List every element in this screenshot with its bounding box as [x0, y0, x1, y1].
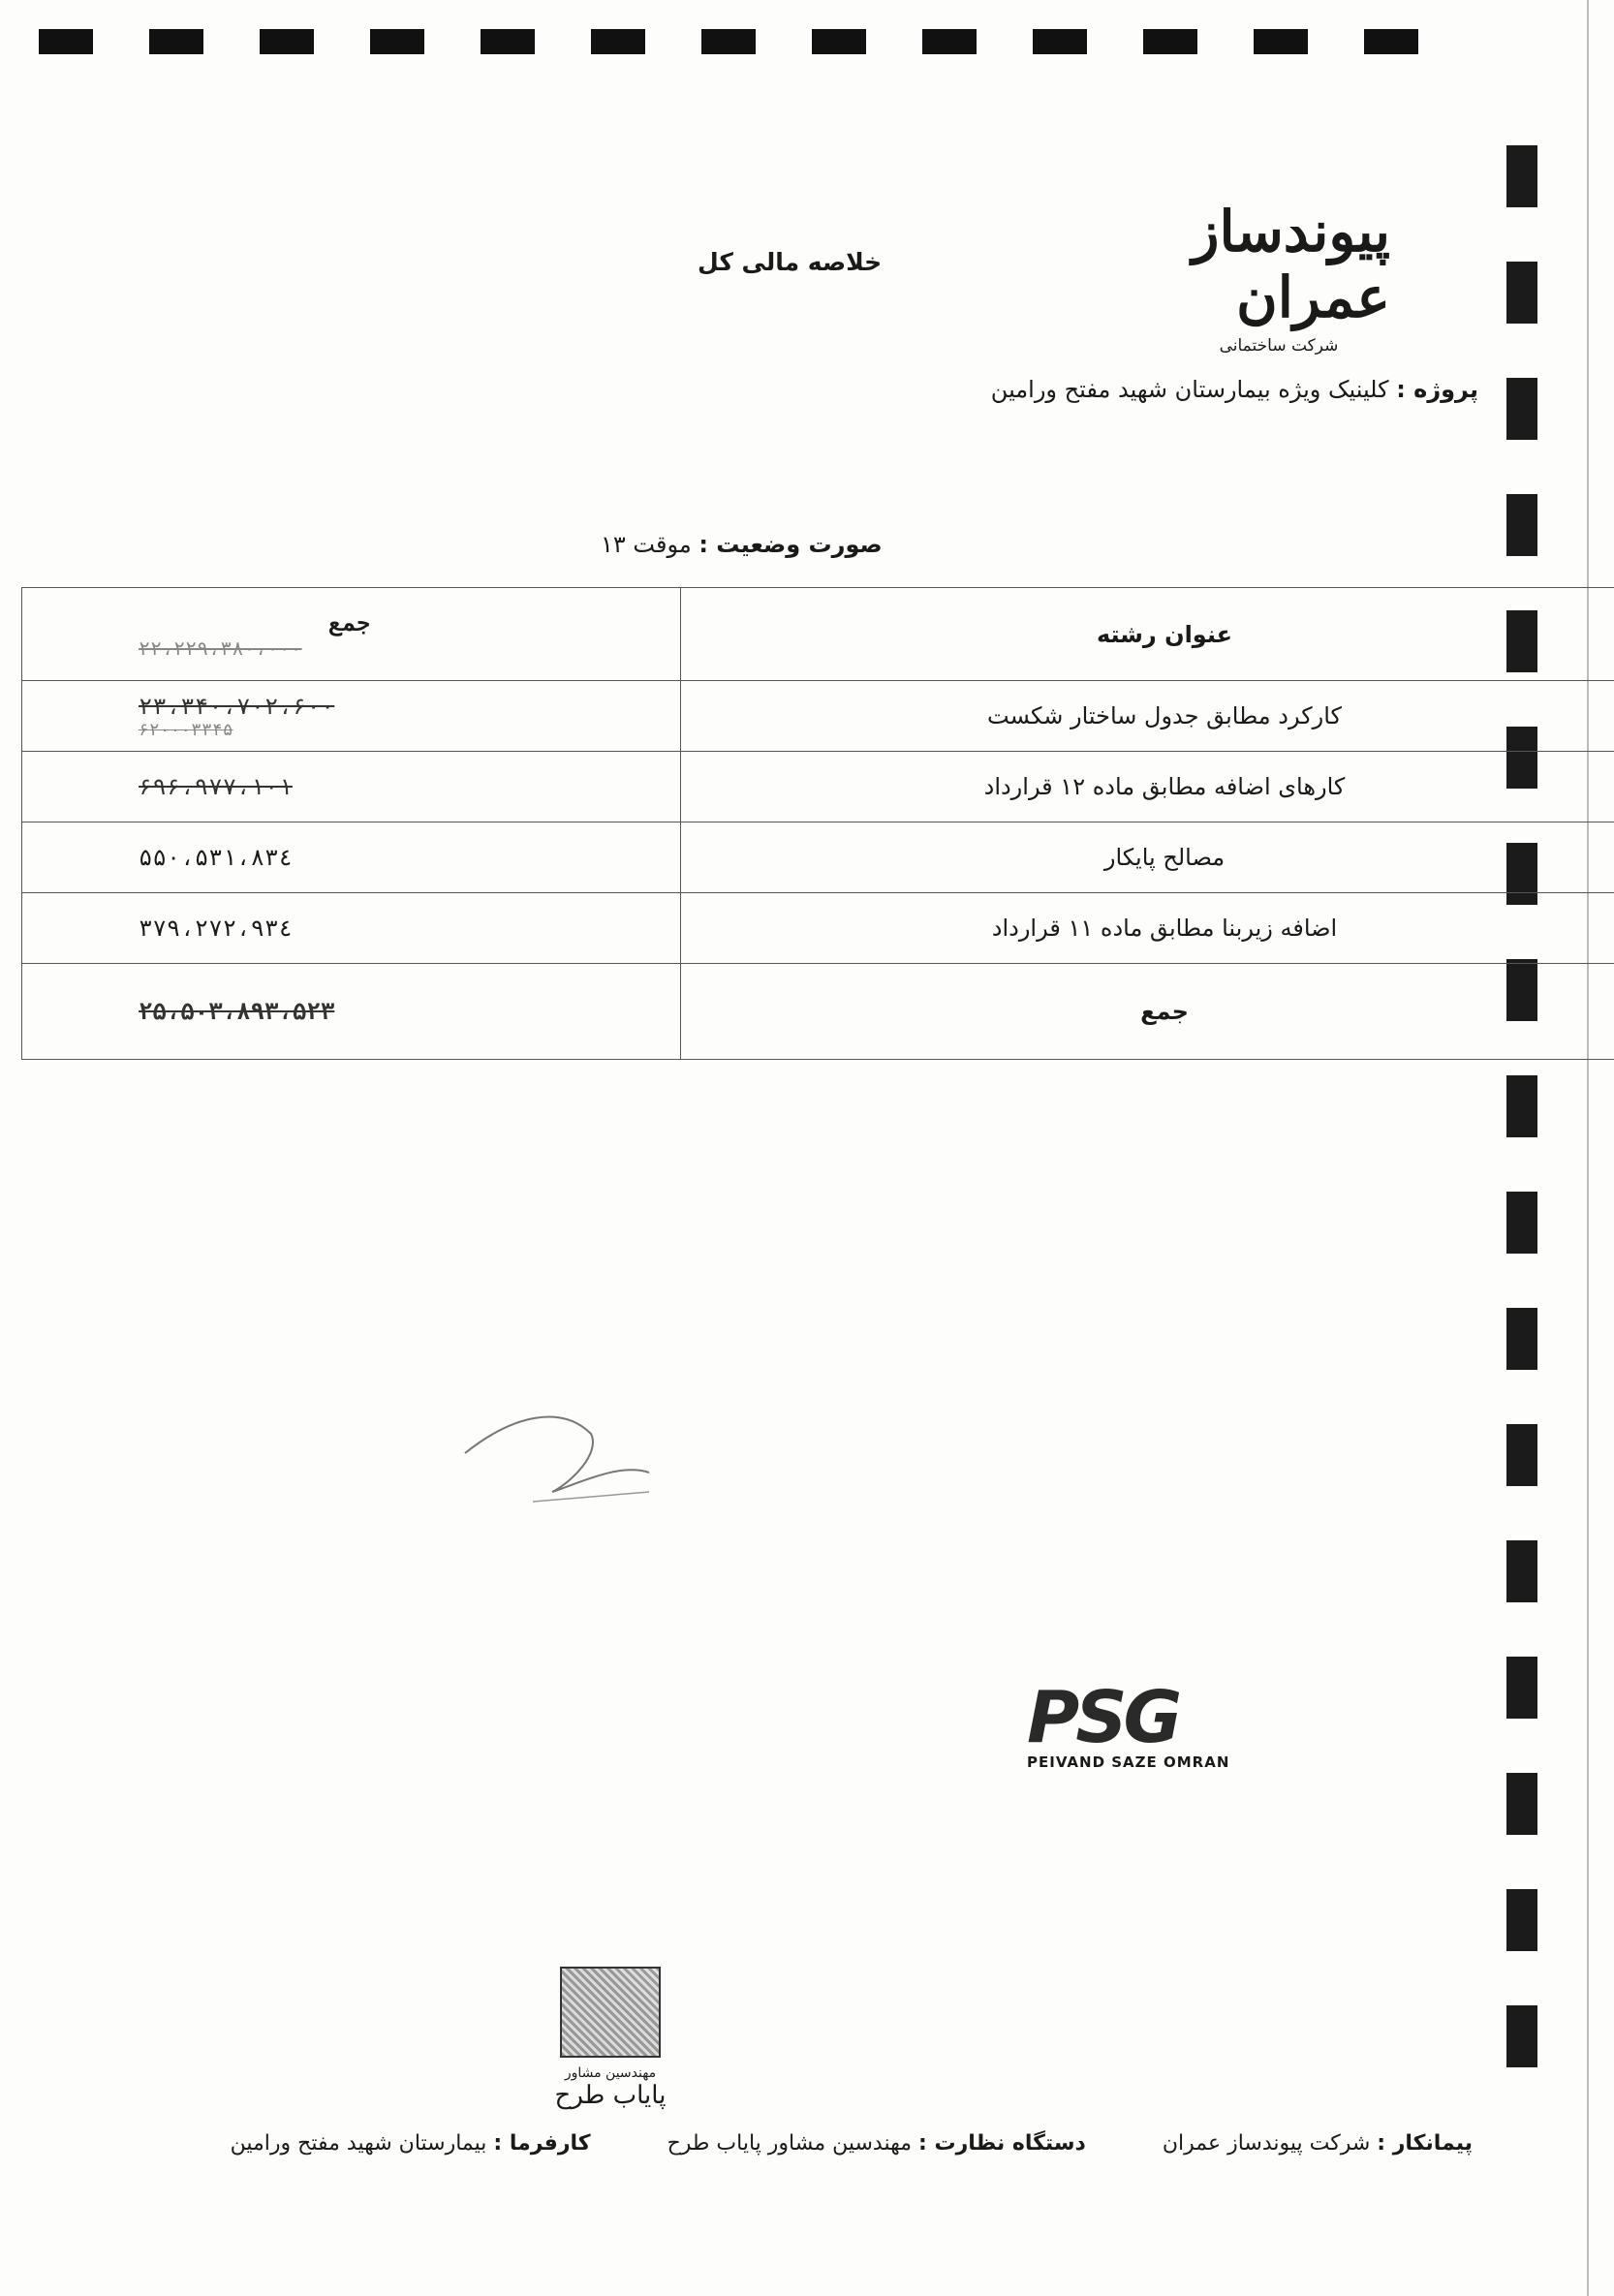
psg-logo-text: PSG: [1027, 1676, 1179, 1759]
total-label: جمع: [681, 964, 1614, 1060]
signature-scribble: [455, 1395, 688, 1521]
binding-mark: [1506, 1192, 1537, 1254]
table-row: [22, 681, 1614, 752]
top-binding-strip: [39, 29, 1560, 62]
binding-mark: [1506, 1075, 1537, 1137]
footer-supervisor: [633, 2131, 1086, 2156]
statement-label: صورت وضعیت :: [698, 531, 883, 558]
binding-mark: [370, 29, 424, 54]
statement-value: موقت ۱۳: [601, 531, 692, 558]
binding-mark: [39, 29, 93, 54]
company-logo-caption: شرکت ساختمانی: [1219, 336, 1339, 356]
company-logo: [1167, 199, 1390, 356]
binding-mark: [1506, 1773, 1537, 1835]
table-row: [22, 893, 1614, 964]
row-sum: ۶۹۶،۹۷۷،۱۰۱: [22, 752, 681, 822]
binding-mark: [1364, 29, 1418, 54]
peivand-saze-stamp: [1027, 1676, 1250, 1783]
binding-mark: [1506, 145, 1537, 207]
project-line: [991, 376, 1478, 403]
supervisor-label: دستگاه نظارت :: [918, 2131, 1086, 2156]
supervisor-value: مهندسین مشاور پایاب طرح: [667, 2131, 913, 2156]
page-edge-line: [1587, 0, 1589, 2296]
contractor-value: شرکت پیوندساز عمران: [1162, 2131, 1371, 2156]
binding-mark: [1506, 378, 1537, 440]
binding-mark: [922, 29, 977, 54]
binding-mark: [149, 29, 203, 54]
binding-mark: [812, 29, 866, 54]
header-sum-cell: [22, 588, 681, 681]
binding-mark: [260, 29, 314, 54]
row-title: مصالح پایکار: [681, 822, 1614, 893]
total-value: ۲۵،۵۰۳،۸۹۳،۵۲۳: [22, 964, 681, 1060]
statement-line: [601, 531, 883, 558]
binding-mark: [1506, 1308, 1537, 1370]
binding-mark: [481, 29, 535, 54]
payab-tarh-stamp: [543, 1967, 678, 2110]
binding-mark: [591, 29, 645, 54]
row-title: اضافه زیربنا مطابق ماده ۱۱ قرارداد: [681, 893, 1614, 964]
binding-mark: [1033, 29, 1087, 54]
binding-mark: [1506, 1657, 1537, 1719]
binding-mark: [1143, 29, 1197, 54]
header-title-cell: عنوان رشته: [681, 588, 1614, 681]
table-row: [22, 822, 1614, 893]
binding-mark: [701, 29, 756, 54]
table-header-row: [22, 588, 1614, 681]
table-total-row: [22, 964, 1614, 1060]
payab-name: پایاب طرح: [554, 2081, 667, 2110]
row-sum: [22, 681, 681, 752]
header-sum-label: جمع: [327, 608, 371, 636]
row-sum: ۵۳۱،۸۳٤،۵۵۰: [22, 822, 681, 893]
footer-contractor: [1128, 2131, 1473, 2156]
footer-signatories: [68, 2131, 1473, 2156]
binding-mark: [1506, 1424, 1537, 1486]
binding-mark: [1506, 494, 1537, 556]
binding-mark: [1506, 262, 1537, 324]
payab-logo-icon: [560, 1967, 661, 2058]
header-handwritten-value: ۲۲،۲۲۹،۳۸۰،۰۰۰: [139, 636, 302, 660]
row-title: کارکرد مطابق جدول ساختار شکست: [681, 681, 1614, 752]
page-title: خلاصه مالی کل: [698, 248, 883, 276]
row-sum-value: ۲۳،۳۴۰،۷۰۲،۶۰۰: [139, 692, 335, 720]
project-label: پروژه :: [1396, 376, 1478, 403]
binding-mark: [1506, 1889, 1537, 1951]
row-title: کارهای اضافه مطابق ماده ۱۲ قرارداد: [681, 752, 1614, 822]
payab-caption: مهندسین مشاور: [564, 2065, 657, 2081]
binding-mark: [1254, 29, 1308, 54]
contractor-label: پیمانکار :: [1377, 2131, 1473, 2156]
financial-summary-table: [21, 587, 1614, 1060]
binding-mark: [1506, 2005, 1537, 2067]
footer-employer: [196, 2131, 591, 2156]
employer-value: بیمارستان شهید مفتح ورامین: [230, 2131, 487, 2156]
psg-company-name: PEIVAND SAZE OMRAN: [1027, 1753, 1230, 1771]
project-value: کلینیک ویژه بیمارستان شهید مفتح ورامین: [990, 376, 1389, 403]
row-handwritten-note: ۶۲۰۰۰۳۳۴۵: [139, 719, 233, 740]
binding-mark: [1506, 1540, 1537, 1602]
employer-label: کارفرما :: [493, 2131, 591, 2156]
table-row: [22, 752, 1614, 822]
row-sum: ۹۳٤،۳۷۹،۲۷۲: [22, 893, 681, 964]
company-logo-text: پیوندساز عمران: [1192, 199, 1390, 330]
right-binding-strip: [1506, 145, 1545, 2189]
